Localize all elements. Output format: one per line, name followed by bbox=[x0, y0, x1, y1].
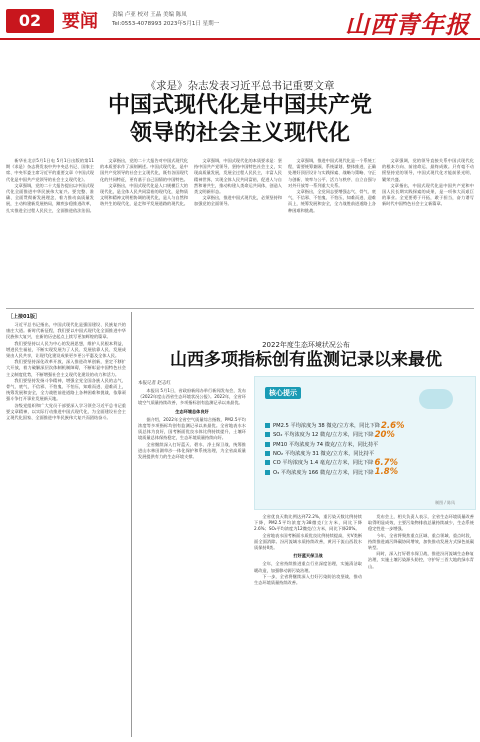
key-point-text: NO₂ 平均浓度为 31 微克/立方米，同比持平 bbox=[273, 451, 375, 458]
article-paragraph: 全省地表水国考断面水质优良比例持续提高，劣V类断面全面消除。汾河流域水质持续改善，黄河干流山西段水质保持II类。 bbox=[254, 532, 362, 551]
bullet-icon bbox=[265, 423, 270, 428]
lead-paragraph: 文章强调，中国式现代化的本质要求是：坚持中国共产党领导，坚持中国特色社会主义，实现高质量发展，发展全过程人民民主，丰富人民精神世界，实现全体人民共同富裕，促进人与自然和谐共生，推动构建人类命运共同体，创造人类文明新形态。 bbox=[194, 158, 282, 195]
lead-column-2 bbox=[100, 158, 188, 298]
lead-paragraph: 文章指出，推进中国式现代化，必须坚持和加强党的全面领导。 bbox=[194, 195, 282, 207]
article-paragraph: 今年，全省将聚焦重点区域、重点领域、重点时段，持续推进减污降碳协同增效，加快推动发展方式绿色低碳转型。 bbox=[368, 532, 474, 551]
lead-paragraph: 文章指出，中国式现代化是中国共产党和中国人民长期实践探索的成果，是一项伟大而艰巨的事业。全党要勇于开拓，敢于担当，奋力谱写新时代中国特色社会主义新篇章。 bbox=[382, 182, 474, 207]
article-paragraph: 据介绍，2022年全省空气质量综合指数、PM2.5平均浓度等多项指标均创有监测记录以来最优。全省地表水水质总体为良好，国考断面优良水体比例持续提升，土壤环境质量总体保持稳定，生态环境质量持续向好。 bbox=[138, 416, 246, 441]
masthead bbox=[0, 0, 480, 40]
article2-column-b bbox=[254, 514, 362, 736]
key-point-item bbox=[265, 430, 475, 439]
lead-paragraph: 文章指出，全党同志要增强志气、骨气、底气，不信邪、不怕鬼、不怕压，知难而进、迎难而上，统筹发展和安全，全力战胜前进道路上各种困难和挑战。 bbox=[288, 189, 376, 213]
newspaper-logo: 山西青年报 bbox=[345, 10, 470, 39]
key-point-value: 2.6% bbox=[380, 420, 405, 431]
commentary-paragraph: 我们要坚持发扬斗争精神，增强全党全国各族人民的志气、骨气、底气，不信邪、不怕鬼、不怕压，知难而进、迎难而上，统筹发展和安全，全力战胜前进道路上各种困难和挑战，依靠顽强斗争打开事业发展新天地。 bbox=[6, 377, 126, 402]
key-point-value: 1.8% bbox=[374, 467, 399, 478]
lead-column-4 bbox=[288, 158, 376, 298]
infographic-title: 核心提示 bbox=[265, 387, 301, 399]
key-point-value: 6.7% bbox=[374, 457, 399, 468]
article-paragraph: 本报讯 5月1日，省政府新闻办举行新闻发布会，发布《2022年度山西省生态环境状况公报》。2022年，全省环境空气质量持续改善，多项指标创有监测记录以来最优。 bbox=[138, 388, 246, 406]
column-divider bbox=[131, 312, 132, 737]
lead-headline-line2: 领导的社会主义现代化 bbox=[129, 121, 350, 146]
key-point-text: CO 平均浓度为 1.4 毫克/立方米，同比下降 bbox=[273, 460, 374, 467]
article-paragraph: 全省优良天数比例达到72.2%，重污染天数比例持续下降，PM2.5平均浓度为38微克/立方米，同比下降2.6%；SO₂平均浓度为12微克/立方米，同比下降20%。 bbox=[254, 514, 362, 532]
article2-headline: 山西多项指标创有监测记录以来最优 bbox=[170, 350, 442, 370]
key-point-item bbox=[265, 458, 475, 467]
bullet-icon bbox=[265, 460, 270, 465]
key-points-list bbox=[265, 421, 475, 477]
article-paragraph: 同时，深入打好碧水保卫战，推进汾河流域生态修复治理，实施土壤污染源头防控，守护好三晋大地的绿水青山。 bbox=[368, 551, 474, 569]
article-paragraph: 下一步，全省将继续深入打好污染防治攻坚战，推动生态环境质量持续改善。 bbox=[254, 573, 362, 586]
lead-paragraph: 文章指出，中国式现代化是人口规模巨大的现代化，是全体人民共同富裕的现代化，是物质文明和精神文明相协调的现代化，是人与自然和谐共生的现代化，是走和平发展道路的现代化。 bbox=[100, 182, 188, 207]
key-points-infographic bbox=[254, 376, 476, 510]
section-title: 要闻 bbox=[62, 11, 98, 32]
key-point-value: 20% bbox=[374, 429, 395, 440]
lead-column-1 bbox=[6, 158, 94, 298]
key-point-text: PM2.5 平均浓度为 38 微克/立方米，同比下降 bbox=[273, 423, 380, 430]
lead-paragraph: 文章强调，党的领导直接关系中国式现代化的根本方向、前途命运、最终成败。只有毫不动摇坚持党的领导，中国式现代化才能前景光明、繁荣兴盛。 bbox=[382, 158, 474, 182]
editor-credits: 责编 卢亚 校对 王晶 美编 陈凤 bbox=[112, 12, 187, 18]
key-point-item bbox=[265, 449, 475, 458]
article2-column-c bbox=[368, 514, 474, 736]
lead-column-3 bbox=[194, 158, 282, 298]
cloud-icon bbox=[419, 389, 453, 409]
article2-byline: 本报记者 赵志红 bbox=[138, 381, 171, 386]
issue-date: Tel:0553-4078993 2023年5月1日 星期一 bbox=[112, 21, 220, 27]
lead-paragraph: 文章指出，党的二十大报告对中国式现代化的本质要求作了深刻阐述。中国式现代化，是中国共产党领导的社会主义现代化，既有各国现代化的共同特征，更有基于自己国情的中国特色。 bbox=[100, 158, 188, 182]
key-point-item bbox=[265, 467, 475, 476]
lead-paragraph: 文章强调，党的二十大报告提出以中国式现代化全面推进中华民族伟大复兴。要完整、准确、全面贯彻新发展理念，着力推动高质量发展，主动构建新发展格局，蹄疾步稳推进改革，扎实推进全过程人民民主，全面推进依法治国。 bbox=[6, 182, 94, 213]
continued-tag: ［上接01版］ bbox=[8, 314, 40, 320]
section-divider bbox=[6, 308, 474, 309]
article-subheading: 打好蓝天保卫战 bbox=[293, 553, 323, 559]
key-point-item bbox=[265, 440, 475, 449]
key-point-text: O₃ 平均浓度为 166 微克/立方米，同比下降 bbox=[273, 469, 374, 476]
article-paragraph: 全省继续深入打好蓝天、碧水、净土保卫战，统筹推进山水林田湖草沙一体化保护和系统治理，为全省高质量发展提供有力的生态环境支撑。 bbox=[138, 441, 246, 460]
lead-paragraph: 文章强调，推进中国式现代化是一个系统工程，需要统筹兼顾、系统谋划、整体推进，正确处理好顶层设计与实践探索、战略与策略、守正与创新、效率与公平、活力与秩序、自立自强与对外开放等一系列重大关系。 bbox=[288, 158, 376, 188]
key-point-item bbox=[265, 421, 475, 430]
page-number: 02 bbox=[6, 9, 54, 33]
article2-kicker: 2022年度生态环境状况公布 bbox=[262, 341, 350, 349]
article-paragraph: 发布会上，相关负责人表示，全省生态环境质量改善取得明显成效，主要污染物排放总量持续减少，生态系统稳定性进一步增强。 bbox=[368, 514, 474, 532]
article-subheading: 生态环境总体良好 bbox=[175, 408, 209, 414]
infographic-credit: 制图 / 陈凤 bbox=[435, 500, 455, 505]
bullet-icon bbox=[265, 470, 270, 475]
commentary-paragraph: 我们要坚持以人民为中心的发展思想，维护人民根本利益，增进民生福祉，不断实现发展为了人民、发展依靠人民、发展成果由人民共享，让现代化建设成果更多更公平惠及全体人民。 bbox=[6, 340, 126, 359]
article-paragraph: 全年，全省持续推进重点行业深度治理，实施清洁取暖改造，加强移动源污染治理。 bbox=[254, 561, 362, 573]
bullet-icon bbox=[265, 432, 270, 437]
commentary-paragraph: 习近平总书记指出，中国式现代化是强国建设、民族复兴的康庄大道。新时代新征程，我们要以中国式现代化全面推进中华民族伟大复兴，在新的历史起点上续写更加辉煌的篇章。 bbox=[6, 322, 126, 340]
article2-column-a bbox=[138, 388, 246, 736]
lead-headline-line1: 中国式现代化是中国共产党 bbox=[107, 93, 372, 118]
bullet-icon bbox=[265, 442, 270, 447]
lead-column-5 bbox=[382, 158, 474, 298]
lead-paragraph: 新华社北京5月1日电 5月1日出版的第11期《求是》杂志将发表中共中央总书记、国家主席、中央军委主席习近平的重要文章《中国式现代化是中国共产党领导的社会主义现代化》。 bbox=[6, 158, 94, 182]
bullet-icon bbox=[265, 451, 270, 456]
key-point-text: PM10 平均浓度为 74 微克/立方米，同比持平 bbox=[273, 441, 379, 448]
commentary-column bbox=[6, 322, 126, 736]
lead-kicker: 《求是》杂志发表习近平总书记重要文章 bbox=[145, 80, 335, 92]
key-point-text: SO₂ 平均浓度为 12 微克/立方米，同比下降 bbox=[273, 432, 374, 439]
commentary-paragraph: 我们要坚持深化改革开放，深入推进改革创新，坚定不移扩大开放，着力破解深层次体制机制障碍，不断彰显中国特色社会主义制度优势，不断增强社会主义现代化建设的动力和活力。 bbox=[6, 359, 126, 377]
commentary-paragraph: 各级党组织和广大党员干部要深入学习领会习近平总书记重要文章精神，以实际行动推进中国式现代化，为全面建设社会主义现代化国家、全面推进中华民族伟大复兴而团结奋斗。 bbox=[6, 402, 126, 421]
